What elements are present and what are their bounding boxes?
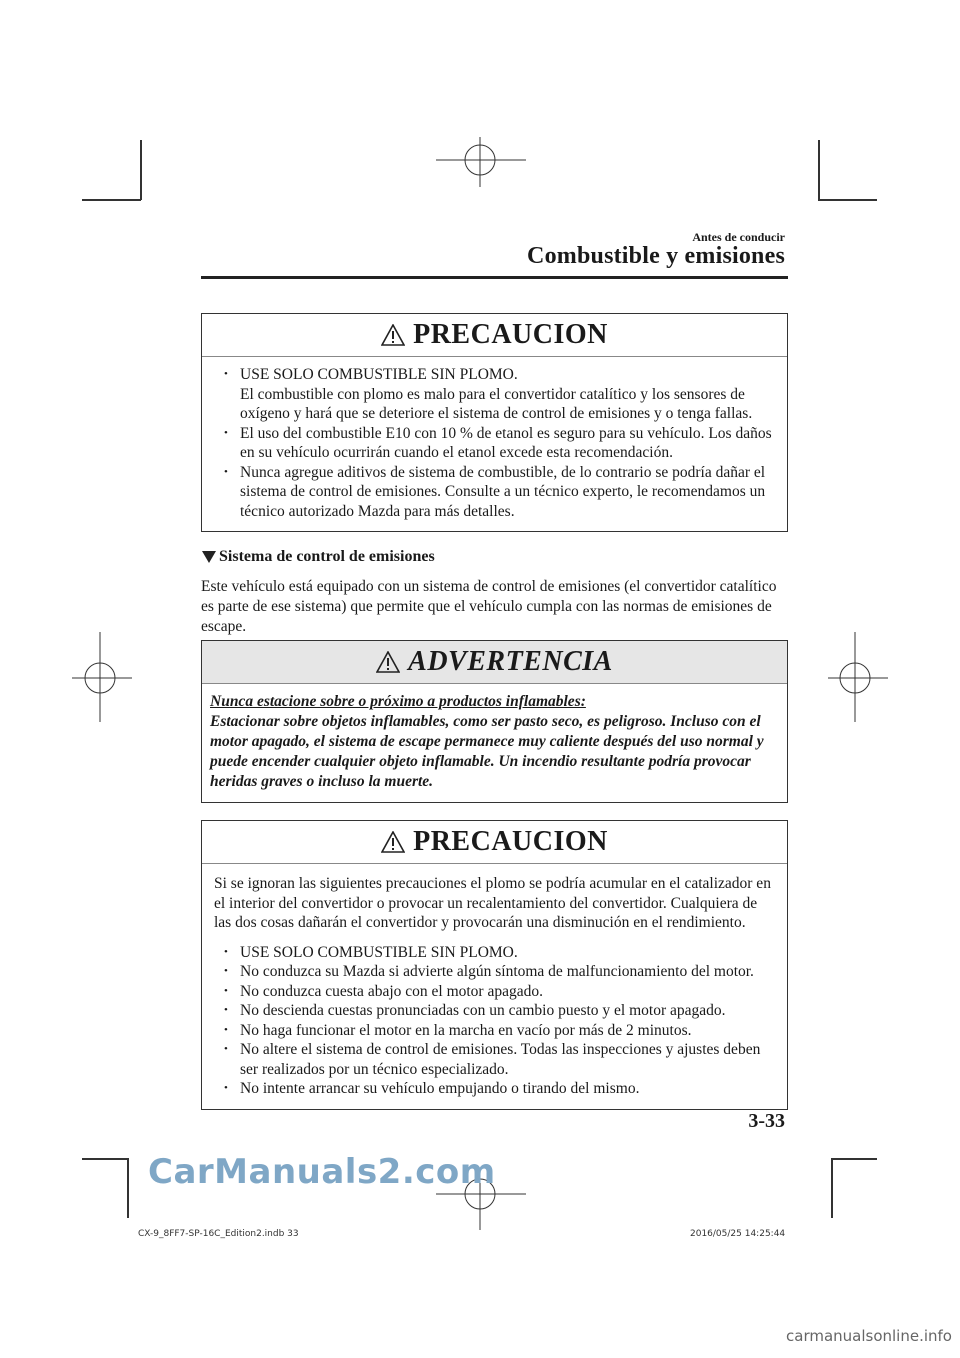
crop-mark	[818, 199, 877, 201]
warning-text: Estacionar sobre objetos inflamables, como ser pasto seco, es peligroso. Incluso con el motor apagado, el sistema de escape permanece muy caliente después del uso normal y puede encender cualquier objeto inflamable. Un incendio resultante podría provocar heridas graves o incluso la muerte.	[210, 713, 764, 790]
list-item: • No conduzca su Mazda si advierte algún síntoma de malfuncionamiento del motor.	[214, 962, 775, 982]
warning-heading-text: ADVERTENCIA	[408, 646, 613, 677]
caution-body	[202, 864, 787, 1109]
crop-mark	[831, 1158, 833, 1218]
warning-triangle-icon	[381, 831, 405, 853]
caution-body	[202, 357, 787, 531]
crop-mark	[127, 1158, 129, 1218]
watermark-logo: CarManuals2.com	[148, 1152, 496, 1192]
list-item: • No conduzca cuesta abajo con el motor apagado.	[214, 982, 775, 1002]
warning-heading	[202, 641, 787, 684]
list-item: • El uso del combustible E10 con 10 % de etanol es seguro para su vehículo. Los daños en su vehículo ocurrirán cuando el etanol excede esta recomendación.	[214, 424, 775, 463]
caution-box	[201, 313, 788, 532]
site-watermark: carmanualsonline.info	[786, 1327, 952, 1345]
crop-mark	[818, 140, 820, 200]
caution-intro: Si se ignoran las siguientes precauciones el plomo se podría acumular en el catalizador en el interior del convertidor o provocar un recalentamiento del convertidor. Cualquiera de las dos cosas dañarán el convertidor y provocarán una disminución en el rendimiento.	[214, 875, 771, 931]
list-item: • No descienda cuestas pronunciadas con un cambio puesto y el motor apagado.	[214, 1001, 775, 1021]
footer-timestamp: 2016/05/25 14:25:44	[690, 1229, 786, 1239]
crop-mark	[82, 199, 141, 201]
warning-triangle-icon	[381, 324, 405, 346]
section-paragraph: Este vehículo está equipado con un sistema de control de emisiones (el convertidor catalítico es parte de ese sistema) que permite que el vehículo cumpla con las normas de emisiones de escape.	[201, 578, 777, 635]
header-rule	[201, 276, 788, 279]
registration-mark-icon	[828, 632, 888, 722]
down-triangle-icon	[201, 550, 217, 564]
crop-mark	[82, 1158, 128, 1160]
registration-mark-icon	[436, 137, 526, 187]
caution-heading	[202, 821, 787, 864]
list-item: • USE SOLO COMBUSTIBLE SIN PLOMO.	[214, 943, 775, 963]
caution-box	[201, 820, 788, 1110]
warning-triangle-icon	[376, 651, 400, 673]
caution-heading	[202, 314, 787, 357]
warning-lead: Nunca estacione sobre o próximo a productos inflamables:	[210, 693, 586, 710]
caution-heading-text: PRECAUCION	[413, 319, 608, 350]
footer-file: CX-9_8FF7-SP-16C_Edition2.indb 33	[138, 1229, 299, 1239]
registration-mark-icon	[72, 632, 132, 722]
list-item: • No intente arrancar su vehículo empujando o tirando del mismo.	[214, 1079, 775, 1099]
page-number: 3-33	[748, 1110, 785, 1132]
warning-box	[201, 640, 788, 803]
chapter-label: Antes de conducir	[692, 230, 785, 244]
list-item: • USE SOLO COMBUSTIBLE SIN PLOMO. El combustible con plomo es malo para el convertidor catalítico y los sensores de oxígeno y hará que se deteriore el sistema de control de emisiones y o tenga fallas.	[214, 365, 775, 424]
warning-body	[202, 684, 787, 802]
crop-mark	[140, 140, 142, 200]
list-item: • Nunca agregue aditivos de sistema de combustible, de lo contrario se podría dañar el sistema de control de emisiones. Consulte a un técnico experto, le recomendamos un técnico autorizado Mazda para más detalles.	[214, 463, 775, 522]
caution-heading-text: PRECAUCION	[413, 826, 608, 857]
section-heading-text: Sistema de control de emisiones	[219, 548, 435, 565]
section-heading	[201, 548, 435, 566]
list-item: • No altere el sistema de control de emisiones. Todas las inspecciones y ajustes deben ser realizados por un técnico especializado.	[214, 1040, 775, 1079]
list-item: • No haga funcionar el motor en la marcha en vacío por más de 2 minutos.	[214, 1021, 775, 1041]
page-title: Combustible y emisiones	[527, 243, 785, 269]
crop-mark	[831, 1158, 877, 1160]
